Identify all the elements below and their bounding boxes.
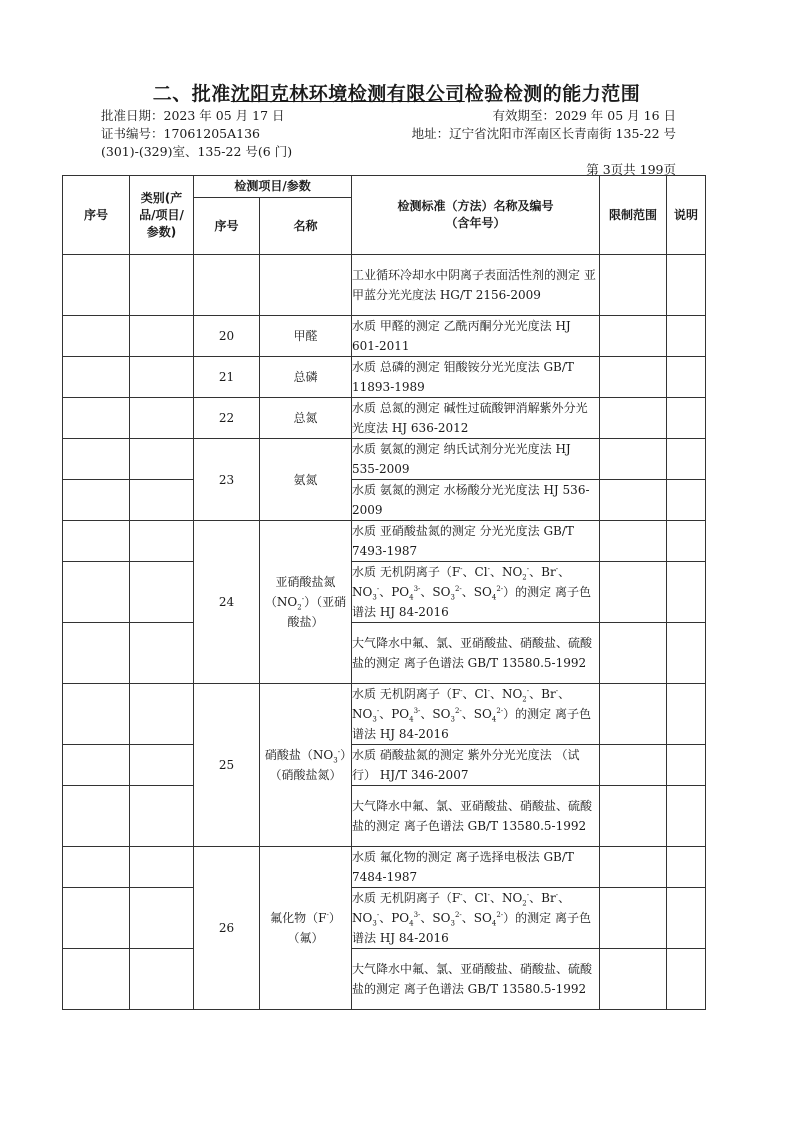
header-items-group: 检测项目/参数 <box>194 176 352 198</box>
org-name: 沈阳克林环境检测有限公司 <box>230 83 465 105</box>
item-name: 总氮 <box>260 398 352 439</box>
header-seq: 序号 <box>63 176 130 255</box>
item-no: 25 <box>194 684 260 847</box>
header-limit: 限制范围 <box>600 176 667 255</box>
item-no: 20 <box>194 316 260 357</box>
standard-cell: 水质 氟化物的测定 离子选择电极法 GB/T 7484-1987 <box>352 847 600 888</box>
table-row <box>63 847 706 888</box>
header-standard: 检测标准（方法）名称及编号（含年号） <box>352 176 600 255</box>
table-row <box>63 316 706 357</box>
standard-cell: 大气降水中氟、氯、亚硝酸盐、硝酸盐、硫酸盐的测定 离子色谱法 GB/T 13580.5-1992 <box>352 786 600 847</box>
item-no: 24 <box>194 521 260 684</box>
table-row <box>63 684 706 745</box>
item-name: 氟化物（F-）（氟） <box>260 847 352 1010</box>
item-name: 甲醛 <box>260 316 352 357</box>
cert-no: 证书编号：17061205A136 <box>101 126 261 141</box>
header-note: 说明 <box>667 176 706 255</box>
item-name: 硝酸盐$(NO_3^-)$（硝酸盐氮） <box>260 684 352 847</box>
standard-cell: 水质 甲醛的测定 乙酰丙酮分光光度法 HJ 601-2011 <box>352 316 600 357</box>
header-sub-name: 名称 <box>260 198 352 255</box>
table-row <box>63 439 706 480</box>
header-sub-seq: 序号 <box>194 198 260 255</box>
table-row <box>63 623 706 684</box>
capability-table <box>62 175 706 1010</box>
standard-cell: 水质 无机阴离子（F-、Cl-、$NO_2^-$、Br-、$NO_3^-$、$PO_4^{3-}$、$SO_3^{2-}$、$SO_4^{2-}$）的测定 离子色谱法 HJ 84-2016 <box>352 684 600 745</box>
standard-cell: 水质 总磷的测定 钼酸铵分光光度法 GB/T 11893-1989 <box>352 357 600 398</box>
page-title: 二、批准沈阳克林环境检测有限公司检验检测的能力范围 <box>152 83 641 105</box>
item-no: 23 <box>194 439 260 521</box>
item-no: 26 <box>194 847 260 1010</box>
table-row <box>63 357 706 398</box>
standard-cell: 水质 氨氮的测定 纳氏试剂分光光度法 HJ 535-2009 <box>352 439 600 480</box>
address-cont: (301)-(329)室、135-22 号(6 门) <box>101 144 293 159</box>
standard-cell: 水质 无机阴离子（F-、Cl-、$NO_2^-$、Br-、$NO_3^-$、$PO_4^{3-}$、$SO_3^{2-}$、$SO_4^{2-}$）的测定 离子色谱法 HJ 84-2016 <box>352 562 600 623</box>
standard-cell: 水质 无机阴离子（F-、Cl-、$NO_2^-$、Br-、$NO_3^-$、$PO_4^{3-}$、$SO_3^{2-}$、$SO_4^{2-}$）的测定 离子色谱法 HJ 84-2016 <box>352 888 600 949</box>
table-row <box>63 786 706 847</box>
standard-cell: 水质 亚硝酸盐氮的测定 分光光度法 GB/T 7493-1987 <box>352 521 600 562</box>
standard-cell: 水质 硝酸盐氮的测定 紫外分光光度法 （试行） HJ/T 346-2007 <box>352 745 600 786</box>
item-name: 氨氮 <box>260 439 352 521</box>
valid-until: 有效期至：2029 年 05 月 16 日 <box>492 108 676 123</box>
item-no: 22 <box>194 398 260 439</box>
table-row <box>63 521 706 562</box>
table-row <box>63 949 706 1010</box>
table-row <box>63 255 706 316</box>
table-row <box>63 562 706 623</box>
header-category: 类别(产品/项目/参数) <box>130 176 194 255</box>
table-row <box>63 480 706 521</box>
standard-cell: 大气降水中氟、氯、亚硝酸盐、硝酸盐、硫酸盐的测定 离子色谱法 GB/T 13580.5-1992 <box>352 949 600 1010</box>
standard-cell: 工业循环冷却水中阴离子表面活性剂的测定 亚甲蓝分光光度法 HG/T 2156-2009 <box>352 255 600 316</box>
item-name: 亚硝酸盐氮 $(NO_2^-)$（亚硝酸盐） <box>260 521 352 684</box>
approve-date: 批准日期：2023 年 05 月 17 日 <box>101 108 285 123</box>
address: 地址：辽宁省沈阳市浑南区长青南街 135-22 号 <box>411 126 676 141</box>
item-name: 总磷 <box>260 357 352 398</box>
table-row <box>63 745 706 786</box>
standard-cell: 水质 总氮的测定 碱性过硫酸钾消解紫外分光光度法 HJ 636-2012 <box>352 398 600 439</box>
page-info: 第 3页共 199页 <box>586 162 676 177</box>
item-no: 21 <box>194 357 260 398</box>
standard-cell: 大气降水中氟、氯、亚硝酸盐、硝酸盐、硫酸盐的测定 离子色谱法 GB/T 13580.5-1992 <box>352 623 600 684</box>
standard-cell: 水质 氨氮的测定 水杨酸分光光度法 HJ 536-2009 <box>352 480 600 521</box>
table-row <box>63 888 706 949</box>
table-row <box>63 398 706 439</box>
